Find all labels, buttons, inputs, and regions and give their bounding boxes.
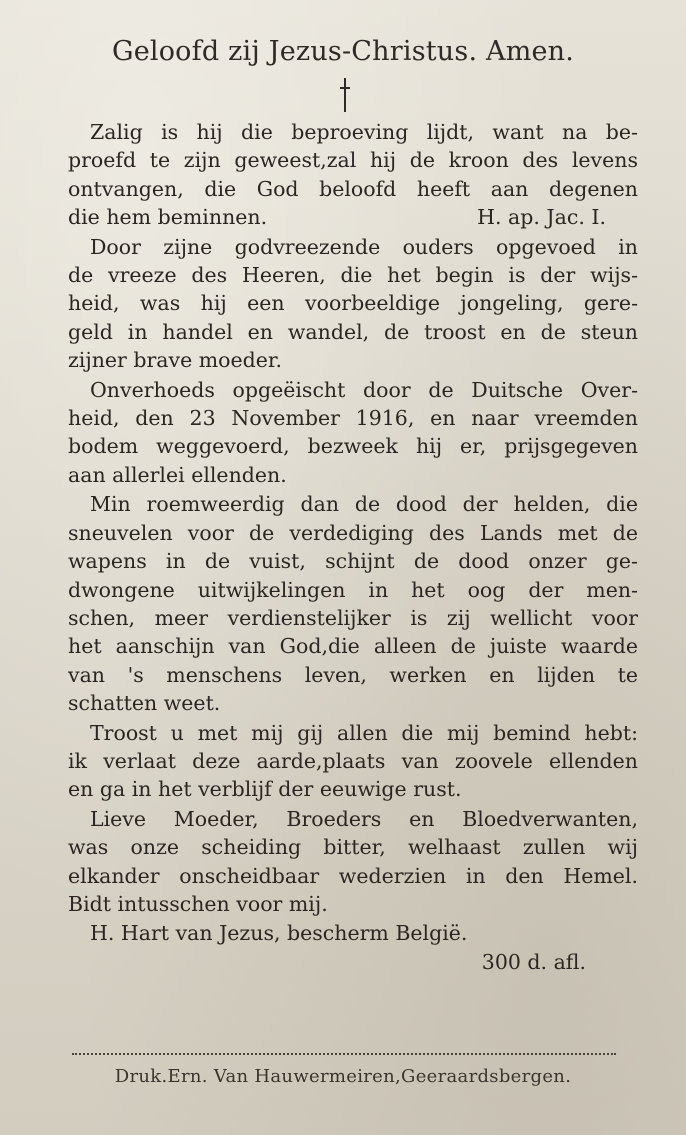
indulgence-note: 300 d. afl. bbox=[481, 949, 586, 974]
epigraph bbox=[68, 118, 638, 232]
paragraph-honour bbox=[68, 490, 638, 717]
text-line: de vreeze des Heeren, die het begin is der wijs- bbox=[68, 263, 638, 288]
text-line: bodem weggevoerd, bezweek hij er, prijsgegeven bbox=[68, 434, 638, 459]
paragraph-deportation bbox=[68, 376, 638, 490]
text-line: Bidt intusschen voor mij. bbox=[68, 891, 328, 916]
text-line: die hem beminnen. bbox=[68, 205, 268, 230]
printer-imprint: Druk.Ern. Van Hauwermeiren,Geeraardsbergen. bbox=[114, 1066, 572, 1087]
text-line: zijner brave moeder. bbox=[68, 348, 282, 373]
text-line: Door zijne godvreezende ouders opgevoed in bbox=[90, 234, 638, 259]
paragraph-farewell bbox=[68, 805, 638, 919]
invocation: H. Hart van Jezus, bescherm België. bbox=[90, 921, 468, 946]
text-line: ik verlaat deze aarde,plaats van zoovele ellenden bbox=[68, 748, 638, 773]
text-line: ontvangen, die God beloofd heeft aan degenen bbox=[68, 176, 638, 201]
text-line: en ga in het verblijf der eeuwige rust. bbox=[68, 777, 462, 802]
text-line: van 's menschens leven, werken en lijden te bbox=[68, 662, 638, 687]
text-line: Troost u met mij gij allen die mij bemind hebt: bbox=[90, 720, 638, 745]
dotted-divider bbox=[72, 1053, 616, 1055]
paragraph-upbringing bbox=[68, 233, 638, 375]
text-line: heid, den 23 November 1916, en naar vreemden bbox=[68, 406, 638, 431]
text-line: heid, was hij een voorbeeldige jongeling, gere- bbox=[68, 291, 638, 316]
text-line: proefd te zijn geweest,zal hij de kroon des levens bbox=[68, 148, 638, 173]
text-line: schatten weet. bbox=[68, 691, 221, 716]
text-line: sneuvelen voor de verdediging des Lands met de bbox=[68, 520, 638, 545]
text-line: elkander onscheidbaar wederzien in den Hemel. bbox=[68, 863, 638, 888]
text-line: Min roemweerdig dan de dood der helden, die bbox=[90, 492, 638, 517]
text-line: Lieve Moeder, Broeders en Bloedverwanten, bbox=[90, 806, 638, 831]
text-line: het aanschijn van God,die alleen de juiste waarde bbox=[68, 634, 638, 659]
text-line: dwongene uitwijkelingen in het oog der men- bbox=[68, 577, 638, 602]
text-line: Onverhoeds opgeëischt door de Duitsche Over- bbox=[90, 377, 638, 402]
paragraph-consolation bbox=[68, 719, 638, 804]
card-title: Geloofd zij Jezus-Christus. Amen. bbox=[111, 36, 575, 67]
card-text bbox=[68, 118, 638, 976]
epigraph-last-line bbox=[68, 203, 638, 231]
text-line: was onze scheiding bitter, welhaast zullen wij bbox=[68, 835, 638, 860]
cross-icon bbox=[340, 78, 350, 112]
text-line: Zalig is hij die beproeving lijdt, want na be- bbox=[90, 120, 638, 144]
text-line: wapens in de vuist, schijnt de dood onzer ge- bbox=[68, 549, 638, 574]
text-line: aan allerlei ellenden. bbox=[68, 462, 287, 487]
text-line: geld in handel en wandel, de troost en de steun bbox=[68, 319, 638, 344]
text-line: schen, meer verdienstelijker is zij wellicht voor bbox=[68, 605, 638, 630]
scripture-reference: H. ap. Jac. I. bbox=[477, 205, 606, 230]
